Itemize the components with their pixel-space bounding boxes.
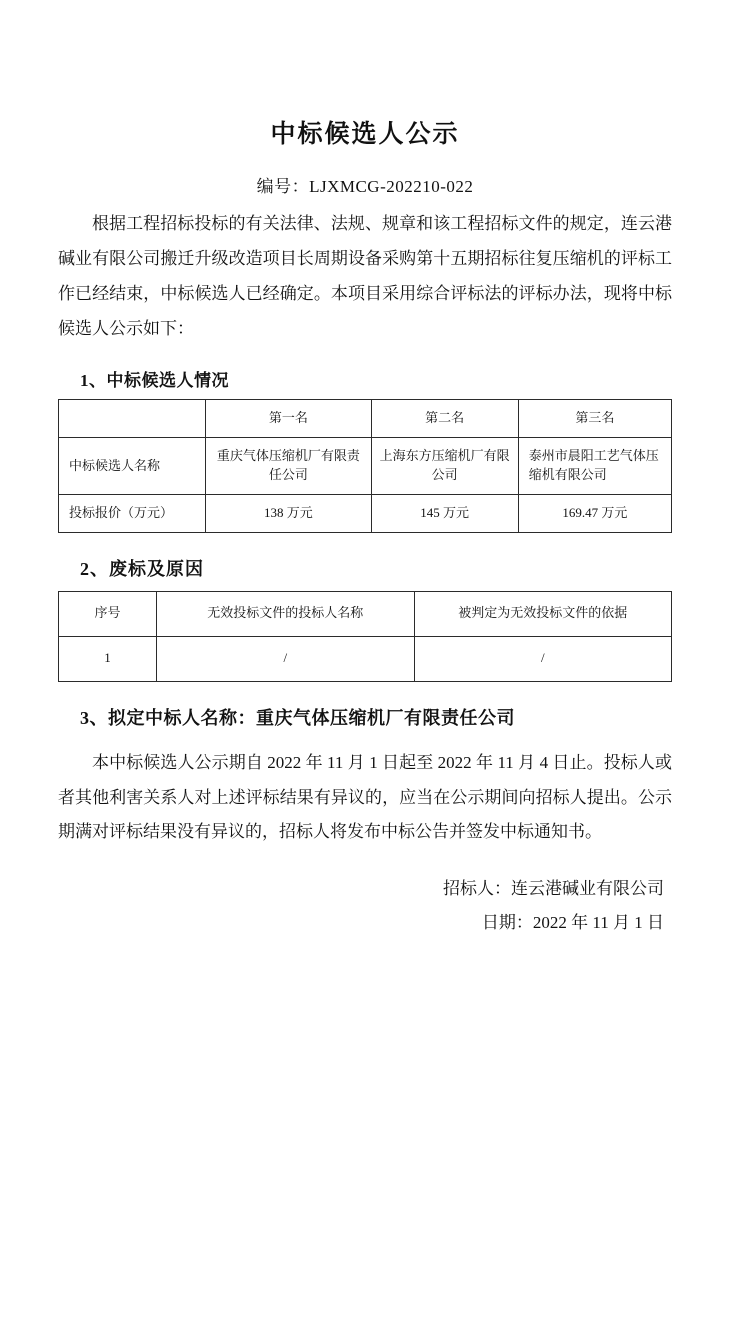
invalid-bid-reason: / (414, 636, 671, 681)
table-header-cell-rank1: 第一名 (206, 400, 372, 438)
signature-block (58, 872, 672, 940)
date-line: 日期：2022 年 11 月 1 日 (481, 913, 664, 933)
page-title: 中标候选人公示 (270, 121, 460, 148)
candidate-name-3: 泰州市晨阳工艺气体压缩机有限公司 (518, 438, 671, 495)
table-header-cell-bidder-name: 无效投标文件的投标人名称 (157, 591, 414, 636)
table-header-cell-rank3: 第三名 (518, 400, 671, 438)
tenderer-line: 招标人：连云港碱业有限公司 (443, 879, 664, 899)
section-1-heading: 1、中标候选人情况 (80, 371, 229, 391)
candidate-name-2: 上海东方压缩机厂有限公司 (371, 438, 518, 495)
table-header-cell-reason: 被判定为无效投标文件的依据 (414, 591, 671, 636)
document-code: 编号：LJXMCG-202210-022 (256, 177, 474, 196)
table-header-cell-blank (59, 400, 206, 438)
invalid-bid-name: / (157, 636, 414, 681)
bid-price-1: 138 万元 (206, 494, 372, 532)
section-3-heading: 3、拟定中标人名称：重庆气体压缩机厂有限责任公司 (80, 707, 515, 728)
table-row (59, 494, 672, 532)
table-row (59, 636, 672, 681)
candidate-name-1: 重庆气体压缩机厂有限责任公司 (206, 438, 372, 495)
candidates-table (58, 399, 672, 532)
section-2-heading: 2、废标及原因 (80, 558, 204, 579)
bid-price-3: 169.47 万元 (518, 494, 671, 532)
table-header-row (59, 591, 672, 636)
table-header-cell-rank2: 第二名 (371, 400, 518, 438)
table-header-row (59, 400, 672, 438)
invalid-bid-index: 1 (59, 636, 157, 681)
table-header-cell-index: 序号 (59, 591, 157, 636)
invalid-bids-table (58, 591, 672, 682)
closing-paragraph: 本中标候选人公示期自 2022 年 11 月 1 日起至 2022 年 11 月 4 日止。投标人或者其他利害关系人对上述评标结果有异议的，应当在公示期间向招标人提出。公示期满对评标结果没有异议的，招标人将发布中标公告并签发中标通知书。 (58, 752, 672, 842)
bid-price-2: 145 万元 (371, 494, 518, 532)
intro-paragraph: 根据工程招标投标的有关法律、法规、规章和该工程招标文件的规定，连云港碱业有限公司搬迁升级改造项目长周期设备采购第十五期招标往复压缩机的评标工作已经结束，中标候选人已经确定。本项目采用综合评标法的评标办法，现将中标候选人公示如下： (58, 214, 672, 338)
table-row (59, 438, 672, 495)
row-label-candidate-name: 中标候选人名称 (59, 438, 206, 495)
document-page (0, 120, 730, 1320)
row-label-bid-price: 投标报价（万元） (59, 494, 206, 532)
